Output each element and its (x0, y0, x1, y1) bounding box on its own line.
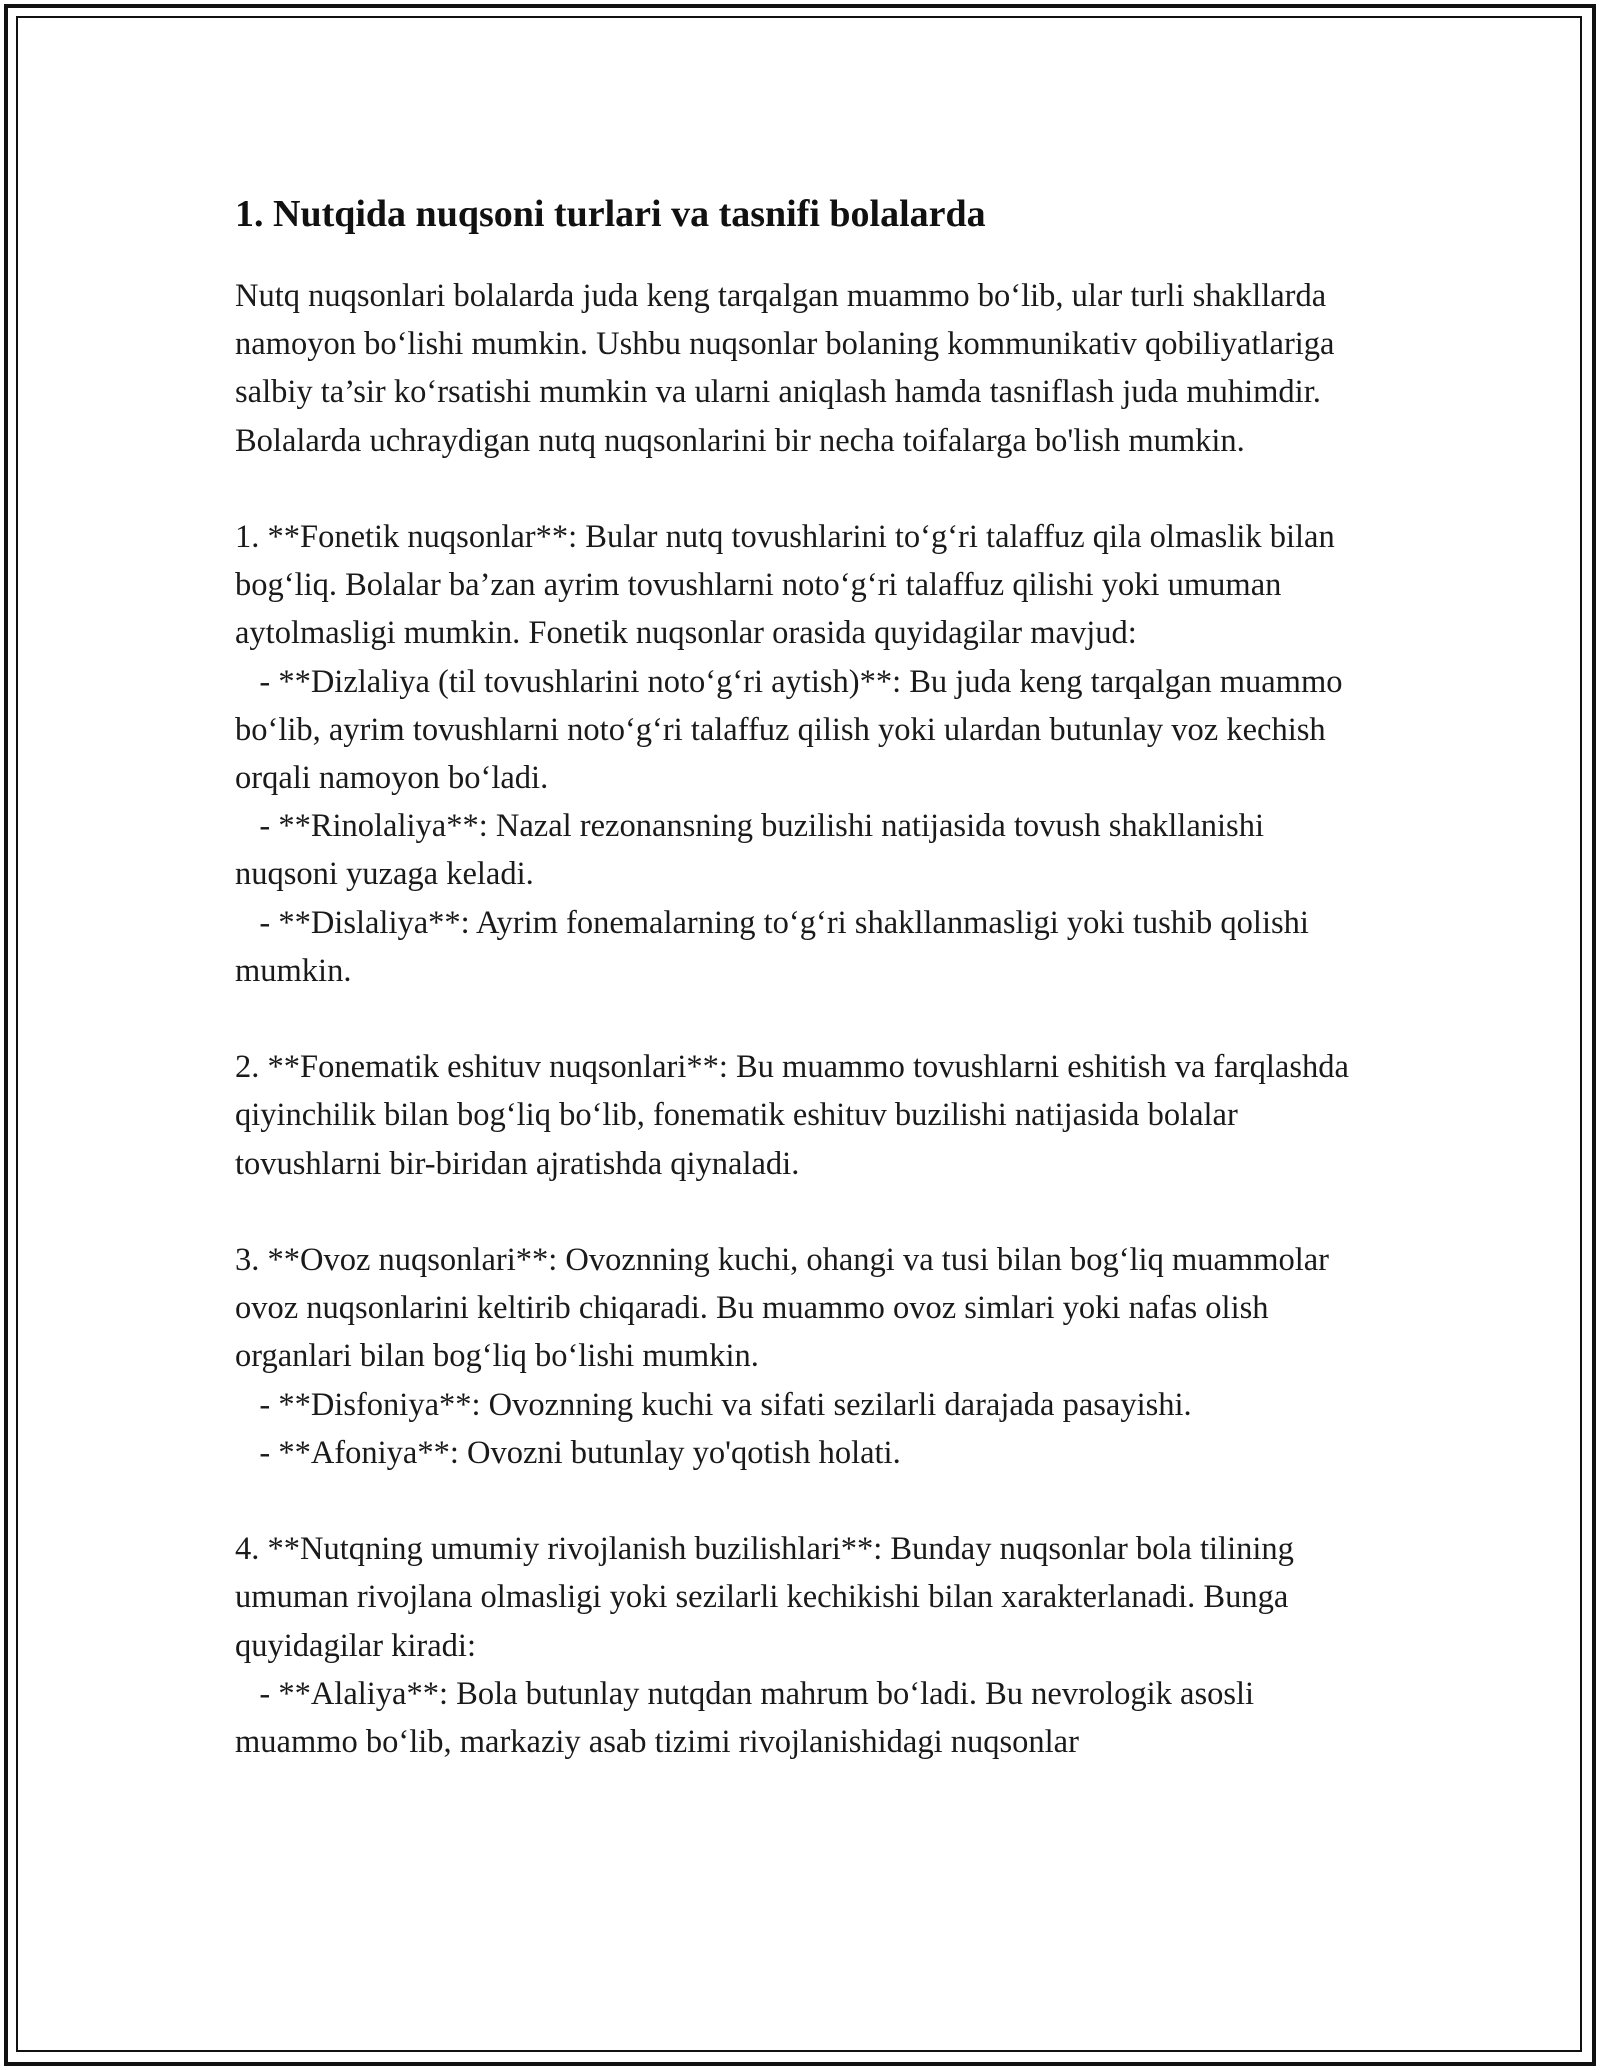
section-fonematik-eshituv: 2. **Fonematik eshituv nuqsonlari**: Bu muammo tovushlarni eshitish va farqlashda qiyinchilik bilan bog‘liq bo‘lib, fonematik eshituv buzilishi natijasida bolalar tovushlarni bir-biridan ajratishda qiynaladi. (235, 1049, 1358, 1182)
section-ovoz-nuqsonlari: 3. **Ovoz nuqsonlari**: Ovoznning kuchi, ohangi va tusi bilan bog‘liq muammolar ovoz nuqsonlarini keltirib chiqaradi. Bu muammo ovoz simlari yoki nafas olish organlari bilan bog‘liq bo‘lishi mumkin. - **Disfoniya**: Ovoznning kuchi va sifati sezilarli darajada pasayishi. - **Afoniya**: Ovozni butunlay yo'qotish holati. (235, 1242, 1330, 1471)
paragraph-spacer (235, 995, 1365, 1043)
intro-paragraph: Nutq nuqsonlari bolalarda juda keng tarqalgan muammo bo‘lib, ular turli shakllarda namoyon bo‘lishi mumkin. Ushbu nuqsonlar bolaning kommunikativ qobiliyatlariga salbiy ta’sir ko‘rsatishi mumkin va ularni aniqlash hamda tasniflash juda muhimdir. Bolalarda uchraydigan nutq nuqsonlarini bir necha toifalarga bo'lish mumkin. (235, 278, 1343, 459)
paragraph-spacer (235, 465, 1365, 513)
paragraph-spacer (235, 1477, 1365, 1525)
paragraph-spacer (235, 1188, 1365, 1236)
section-nutq-rivojlanish: 4. **Nutqning umumiy rivojlanish buzilishlari**: Bunday nuqsonlar bola tilining umuman rivojlana olmasligi yoki sezilarli kechikishi bilan xarakterlanadi. Bunga quyidagilar kiradi: - **Alaliya**: Bola butunlay nutqdan mahrum bo‘ladi. Bu nevrologik asosli muammo bo‘lib, markaziy asab tizimi rivojlanishidagi nuqsonlar (235, 1531, 1294, 1761)
document-page (235, 188, 1365, 1766)
document-title: 1. Nutqida nuqsoni turlari va tasnifi bolalarda (235, 193, 986, 235)
section-fonetik-nuqsonlar: 1. **Fonetik nuqsonlar**: Bular nutq tovushlarini to‘g‘ri talaffuz qila olmaslik bilan bog‘liq. Bolalar ba’zan ayrim tovushlarni noto‘g‘ri talaffuz qilishi yoki umuman aytolmasligi mumkin. Fonetik nuqsonlar orasida quyidagilar mavjud: - **Dizlaliya (til tovushlarini noto‘g‘ri aytish)**: Bu juda keng tarqalgan muammo bo‘lib, ayrim tovushlarni noto‘g‘ri talaffuz qilish yoki ulardan butunlay voz kechish orqali namoyon bo‘ladi. - **Rinolaliya**: Nazal rezonansning buzilishi natijasida tovush shakllanishi nuqsoni yuzaga keladi. - **Dislaliya**: Ayrim fonemalarning to‘g‘ri shakllanmasligi yoki tushib qolishi mumkin. (235, 519, 1343, 989)
